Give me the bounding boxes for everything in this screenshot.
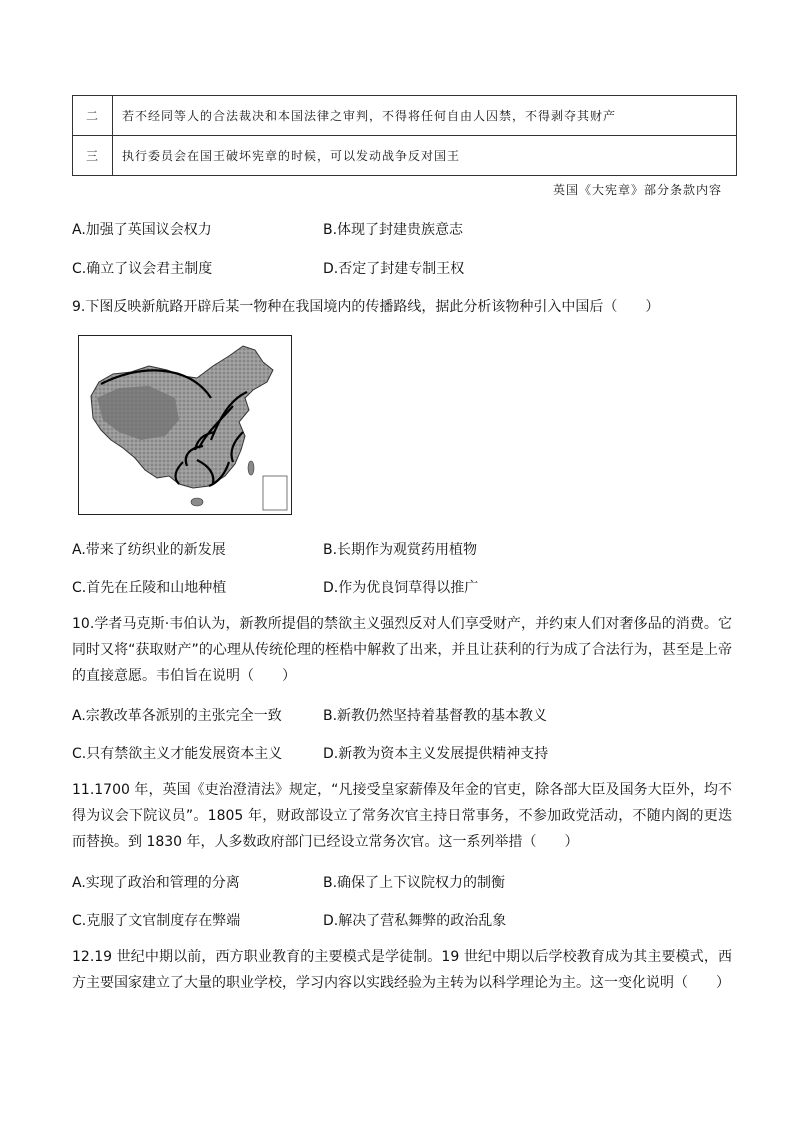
q10-option-c: C.只有禁欲主义才能发展资本主义 (72, 746, 283, 762)
map-image (79, 336, 291, 514)
magna-carta-table (72, 95, 737, 176)
q9-option-d: D.作为优良饲草得以推广 (323, 580, 479, 596)
q9-stem: 9.下图反映新航路开辟后某一物种在我国境内的传播路线，据此分析该物种引入中国后（ ） (72, 299, 660, 315)
table-row (73, 96, 737, 136)
q10-option-b: B.新教仍然坚持着基督教的基本教义 (323, 708, 548, 724)
q11-option-b: B.确保了上下议院权力的制衡 (323, 875, 506, 891)
clause-text: 执行委员会在国王破坏宪章的时候，可以发动战争反对国王 (113, 136, 737, 176)
q11-option-a: A.实现了政治和管理的分离 (72, 875, 240, 891)
q9-option-b: B.长期作为观赏药用植物 (323, 542, 478, 558)
table-caption: 英国《大宪章》部分条款内容 (552, 183, 722, 197)
q12-stem: 12.19 世纪中期以前，西方职业教育的主要模式是学徒制。19 世纪中期以后学校教育成为其主要模式，西方主要国家建立了大量的职业学校，学习内容以实践经验为主转为以科学理论为主。这一变化说明（ ） (72, 949, 732, 991)
q11-option-c: C.克服了文官制度存在弊端 (72, 913, 241, 929)
q9-option-c: C.首先在丘陵和山地种植 (72, 580, 227, 596)
q10-stem: 10.学者马克斯·韦伯认为，新教所提倡的禁欲主义强烈反对人们享受财产，并约束人们对奢侈品的消费。它同时又将“获取财产”的心理从传统伦理的桎梏中解救了出来，并且让获利的行为成了合法行为，甚至是上帝的直接意愿。韦伯旨在说明（ ） (72, 616, 732, 684)
clause-number: 二 (73, 96, 113, 136)
q10-option-d: D.新教为资本主义发展提供精神支持 (323, 746, 549, 762)
q8-option-c: C.确立了议会君主制度 (72, 261, 213, 277)
clause-number: 三 (73, 136, 113, 176)
china-spread-map (78, 335, 292, 515)
q10-option-a: A.宗教改革各派别的主张完全一致 (72, 708, 282, 724)
q11-stem: 11.1700 年，英国《吏治澄清法》规定，“凡接受皇家薪俸及年金的官吏，除各部大臣及国务大臣外，均不得为议会下院议员”。1805 年，财政部设立了常务次官主持日常事务，不参加政党活动，不随内阁的更迭而替换。到 1830 年，人多数政府部门已经设立常务次官。这一系列举措（ ） (72, 782, 732, 850)
q11-option-d: D.解决了营私舞弊的政治乱象 (323, 913, 507, 929)
table-row (73, 136, 737, 176)
q8-option-d: D.否定了封建专制王权 (323, 261, 465, 277)
clause-text: 若不经同等人的合法裁决和本国法律之审判，不得将任何自由人囚禁，不得剥夺其财产 (113, 96, 737, 136)
q9-option-a: A.带来了纺织业的新发展 (72, 542, 226, 558)
q8-option-b: B.体现了封建贵族意志 (323, 222, 464, 238)
q8-option-a: A.加强了英国议会权力 (72, 222, 212, 238)
